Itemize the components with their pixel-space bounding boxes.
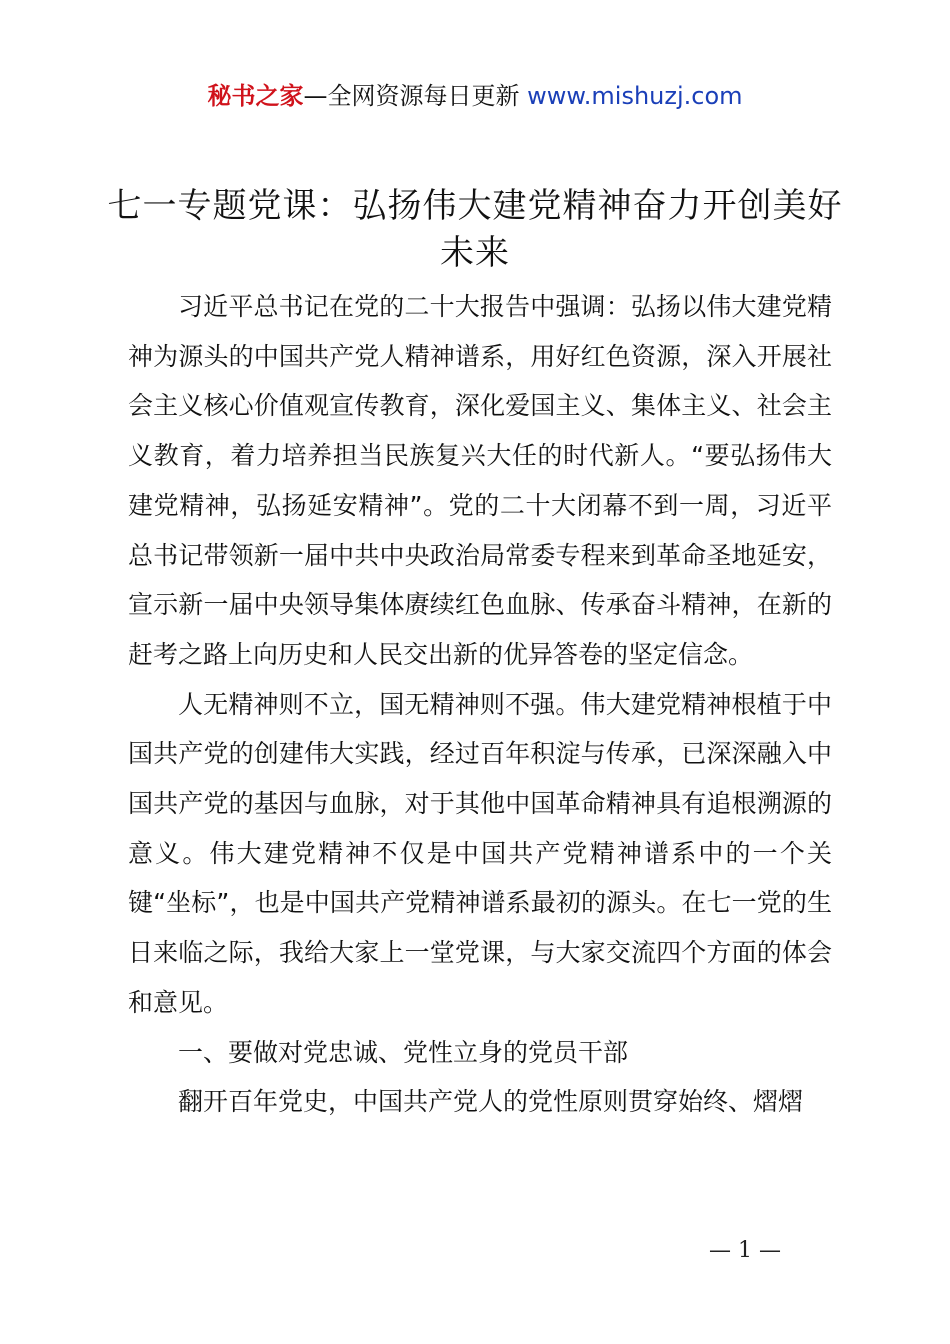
site-brand: 秘书之家 <box>207 82 304 110</box>
paragraph-intro: 习近平总书记在党的二十大报告中强调：弘扬以伟大建党精神为源头的中国共产党人精神谱系，用好红色资源，深入开展社会主义核心价值观宣传教育，深化爱国主义、集体主义、社会主义教育，着力培养担当民族复兴大任的时代新人。“要弘扬伟大建党精神，弘扬延安精神”。党的二十大闭幕不到一周，习近平总书记带领新一届中共中央政治局常委专程来到革命圣地延安，宣示新一届中央领导集体赓续红色血脉、传承奋斗精神，在新的赶考之路上向历史和人民交出新的优异答卷的坚定信念。 <box>128 292 832 669</box>
page-number: — 1 — <box>709 1238 781 1263</box>
paragraph-section-1: 翻开百年党史，中国共产党人的党性原则贯穿始终、熠熠 <box>178 1087 804 1117</box>
section-heading-1: 一、要做对党忠诚、党性立身的党员干部 <box>178 1037 629 1067</box>
document-body <box>128 282 832 1127</box>
site-header <box>0 80 950 112</box>
paragraph-spirit: 人无精神则不立，国无精神则不强。伟大建党精神根植于中国共产党的创建伟大实践，经过百年积淀与传承，已深深融入中国共产党的基因与血脉，对于其他中国革命精神具有追根溯源的意义。伟大建党精神不仅是中国共产党精神谱系中的一个关键“坐标”，也是中国共产党精神谱系最初的源头。在七一党的生日来临之际，我给大家上一堂党课，与大家交流四个方面的体会和意见。 <box>128 689 832 1017</box>
site-tagline: —全网资源每日更新 <box>303 82 520 110</box>
site-url-link[interactable]: www.mishuzj.com <box>527 82 743 110</box>
document-title: 七一专题党课：弘扬伟大建党精神奋力开创美好未来 <box>107 186 843 273</box>
